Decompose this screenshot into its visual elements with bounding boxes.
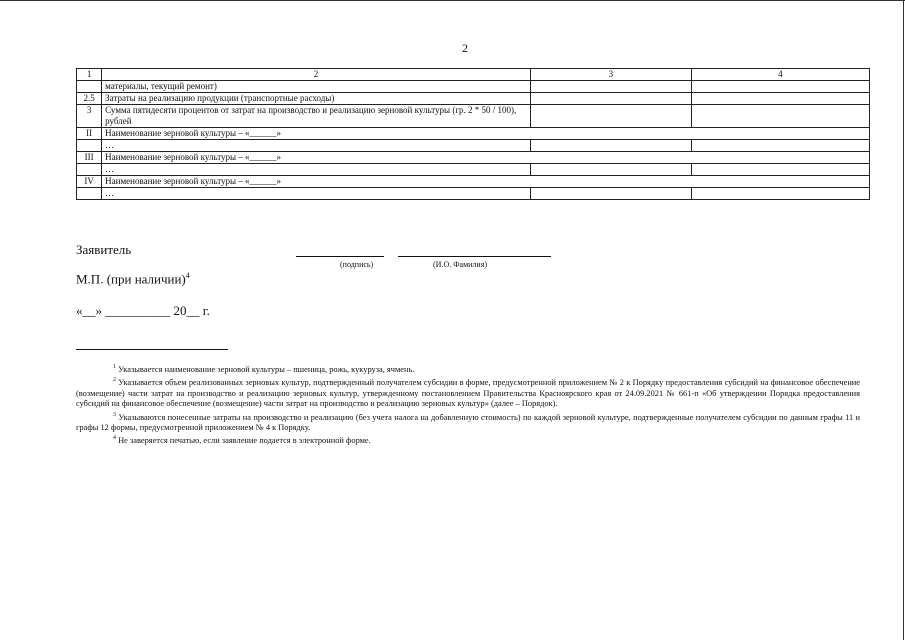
table-row	[77, 176, 870, 188]
table-row	[77, 105, 870, 128]
footnotes	[76, 362, 860, 447]
table-row	[77, 81, 870, 93]
name-label: (И.О. Фамилия)	[433, 260, 488, 269]
footnote	[76, 433, 860, 446]
seal-label: М.П. (при наличии)	[76, 271, 186, 287]
footnote-text: Не заверяется печатью, если заявление подается в электронной форме.	[118, 436, 371, 446]
row-value-4	[691, 164, 869, 176]
footnote-mark: 4	[113, 435, 116, 442]
signature-label: (подпись)	[340, 260, 374, 269]
row-number: III	[77, 152, 102, 164]
row-description: материалы, текущий ремонт)	[102, 81, 531, 93]
name-line	[398, 256, 551, 257]
applicant-label: Заявитель	[76, 242, 132, 257]
row-value-3	[530, 140, 691, 152]
table-row	[77, 128, 870, 140]
footnote-text: Указывается объем реализованных зерновых культур, подтвержденный получателем субсидии в форме, предусмотренной приложением № 2 к Порядку предоставления субсидий на финансовое обеспечение (возмещение) части затрат на производство и реализацию зерновых культур, утвержденному постановлением Правительства Красноярского края от 24.09.2021 № 661-п «Об утверждении Порядка предоставления субсидий на финансовое обеспечение (возмещение) части затрат на производство и реализацию зерновых культур» (далее – Порядок).	[76, 378, 860, 409]
row-value-4	[691, 81, 869, 93]
table-row	[77, 152, 870, 164]
footnote-text: Указываются понесенные затраты на производство и реализацию (без учета налога на добавленную стоимость) по каждой зерновой культуре, подтвержденные получателем субсидии по данным графы 11 и графы 12 формы, предусмотренной приложением № 4 к Порядку.	[76, 412, 860, 432]
header-col-2: 2	[102, 69, 531, 81]
header-col-1: 1	[77, 69, 102, 81]
footnote-mark: 1	[113, 364, 116, 370]
row-value-3	[530, 81, 691, 93]
footnote-text: Указывается наименование зерновой культуры – пшеница, рожь, кукуруза, ячмень.	[118, 364, 415, 374]
table-row	[77, 188, 870, 200]
footnote-separator	[76, 349, 228, 350]
footnote	[76, 410, 860, 434]
row-description: Наименование зерновой культуры – «______»	[102, 128, 870, 140]
row-value-4	[691, 105, 869, 128]
row-value-3	[530, 93, 691, 105]
footnote	[76, 362, 860, 375]
row-number: II	[77, 128, 102, 140]
row-number: 2.5	[77, 93, 102, 105]
table-row	[77, 93, 870, 105]
table-header-row	[77, 69, 870, 81]
row-number	[77, 81, 102, 93]
row-value-3	[530, 105, 691, 128]
row-value-3	[530, 188, 691, 200]
seal-line	[76, 271, 190, 287]
row-value-4	[691, 93, 869, 105]
page-border-right	[903, 0, 904, 640]
row-value-4	[691, 188, 869, 200]
row-number	[77, 188, 102, 200]
date-line: «__» __________ 20__ г.	[76, 303, 210, 318]
table-row	[77, 164, 870, 176]
table-row	[77, 140, 870, 152]
row-description: Сумма пятидесяти процентов от затрат на производство и реализацию зерновой культуры (гр. 2 * 50 / 100), рублей	[102, 105, 531, 128]
page-number: 2	[462, 41, 468, 55]
footnote-mark: 2	[113, 377, 116, 384]
row-number: 3	[77, 105, 102, 128]
row-number	[77, 164, 102, 176]
row-number: IV	[77, 176, 102, 188]
row-description: Наименование зерновой культуры – «______»	[102, 176, 870, 188]
row-description: Затраты на реализацию продукции (транспортные расходы)	[102, 93, 531, 105]
signature-line	[296, 256, 384, 257]
row-description: …	[102, 188, 531, 200]
row-description: …	[102, 164, 531, 176]
seal-footnote-mark: 4	[185, 271, 190, 280]
row-value-3	[530, 164, 691, 176]
row-value-4	[691, 140, 869, 152]
header-col-4: 4	[691, 69, 869, 81]
row-description: …	[102, 140, 531, 152]
header-col-3: 3	[530, 69, 691, 81]
cost-table	[76, 68, 870, 200]
page-border-top	[0, 0, 905, 1]
footnote	[76, 375, 860, 409]
row-description: Наименование зерновой культуры – «______»	[102, 152, 870, 164]
row-number	[77, 140, 102, 152]
footnote-mark: 3	[113, 411, 116, 418]
